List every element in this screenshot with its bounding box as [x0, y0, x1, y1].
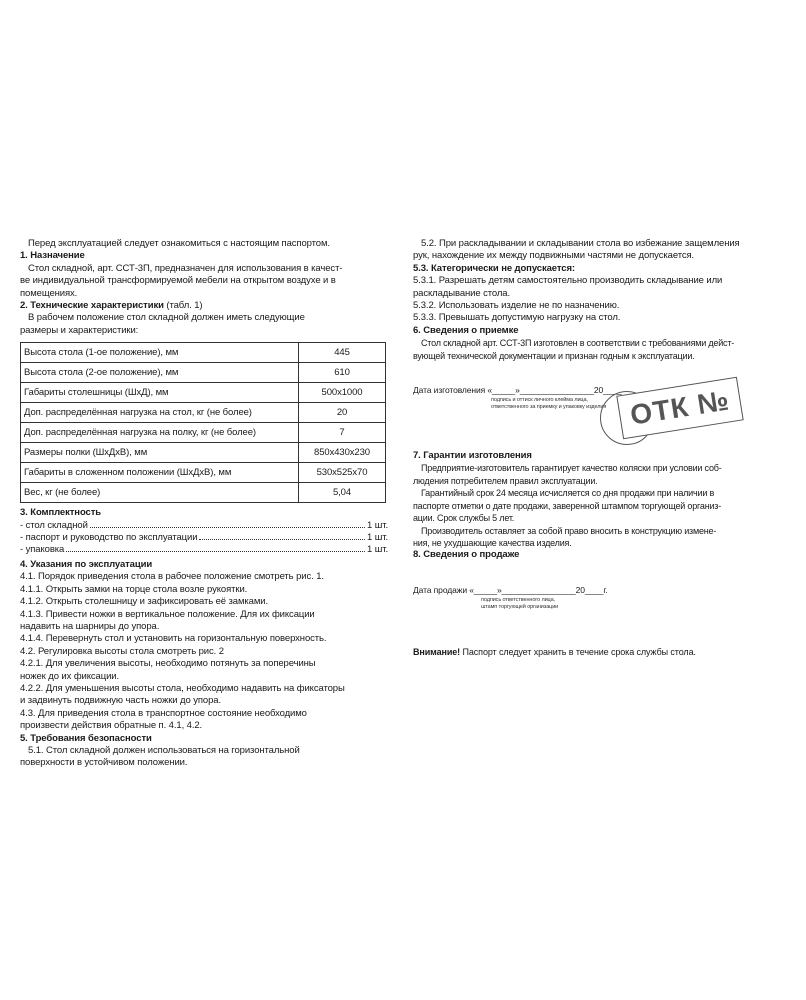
section-5-cont-line: рук, нахождение их между подвижными частями не допускается. — [413, 250, 695, 262]
table-row — [21, 403, 386, 423]
spec-value: 445 — [299, 343, 386, 363]
signature-caption: подпись ответственного лица, — [481, 597, 555, 604]
section-5-3-line: 5.3.2. Использовать изделие не по назначению. — [413, 300, 620, 312]
left-column — [20, 238, 388, 770]
storage-note — [413, 646, 775, 658]
table-row — [21, 383, 386, 403]
sale-date-field: Дата продажи «_____»________________20____г. — [413, 584, 608, 595]
kit-item-qty: 1 шт. — [367, 532, 388, 544]
section-4-line: 4.1.2. Открыть столешницу и зафиксировать её замками. — [20, 596, 269, 608]
spec-label: Доп. распределённая нагрузка на полку, кг (не более) — [21, 423, 299, 443]
spec-label: Доп. распределённая нагрузка на стол, кг (не более) — [21, 403, 299, 423]
section-4-line: 4.1.3. Привести ножки в вертикальное положение. Для их фиксации — [20, 608, 315, 620]
kit-item-label: - паспорт и руководство по эксплуатации — [20, 532, 198, 544]
table-row — [21, 483, 386, 503]
spec-label: Габариты столешницы (ШхД), мм — [21, 383, 299, 403]
section-8-title: 8. Сведения о продаже — [413, 549, 520, 561]
section-5-line: 5.1. Стол складной должен использоваться на горизонтальной — [28, 744, 300, 756]
signature-caption: штамп торгующей организации — [481, 603, 559, 610]
section-1-title: 1. Назначение — [20, 250, 85, 262]
section-1-line: ве индивидуальной трансформируемой мебели на открытом воздухе и в — [20, 275, 336, 287]
dotted-leader — [199, 539, 365, 540]
table-row — [21, 443, 386, 463]
kit-item — [20, 520, 388, 532]
sale-signature-block — [413, 584, 775, 610]
spec-value: 7 — [299, 423, 386, 443]
section-7-line: Предприятие-изготовитель гарантирует качество коляски при условии соб- — [421, 463, 722, 474]
spec-value: 20 — [299, 403, 386, 423]
spec-value: 500х1000 — [299, 383, 386, 403]
table-row — [21, 463, 386, 483]
spec-label: Вес, кг (не более) — [21, 483, 299, 503]
section-4-line: произвести действия обратные п. 4.1, 4.2. — [20, 720, 203, 732]
attention-text: Паспорт следует хранить в течение срока службы стола. — [460, 647, 696, 658]
kit-item — [20, 544, 388, 556]
section-4-line: надавить на шарниры до упора. — [20, 620, 160, 632]
spec-table — [20, 342, 386, 503]
section-5-cont-line: 5.2. При раскладывании и складывании стола во избежание защемления — [421, 238, 740, 249]
section-7-line: людения потребителем правил эксплуатации. — [413, 475, 598, 486]
right-column — [413, 238, 775, 659]
section-5-3-title: 5.3. Категорически не допускается: — [413, 262, 575, 274]
section-5-line: поверхности в устойчивом положении. — [20, 757, 188, 769]
section-4-line: и задвинуть подвижную часть ножки до упора. — [20, 695, 222, 707]
section-7-line: паспорте отметки о дате продажи, заверенной штампом торгующей организ- — [413, 500, 722, 511]
kit-item-qty: 1 шт. — [367, 544, 388, 556]
kit-item-label: - стол складной — [20, 519, 88, 531]
spec-value: 850х430х230 — [299, 443, 386, 463]
section-5-title: 5. Требования безопасности — [20, 732, 152, 744]
section-2-heading — [20, 300, 388, 312]
section-2-title: 2. Технические характеристики — [20, 300, 164, 312]
signature-caption: ответственного за приемку и упаковку изделия — [491, 403, 607, 410]
section-4-line: 4.2.1. Для увеличения высоты, необходимо потянуть за поперечины — [20, 658, 316, 670]
otk-stamp: ОТК № — [616, 377, 743, 440]
dotted-leader — [66, 551, 365, 552]
section-6-line: Стол складной арт. ССТ-3П изготовлен в соответствии с требованиями дейст- — [421, 338, 735, 349]
section-6-title: 6. Сведения о приемке — [413, 324, 519, 336]
section-2-line: размеры и характеристики: — [20, 324, 139, 336]
section-7-line: Производитель оставляет за собой право вносить в конструкцию измене- — [421, 525, 717, 536]
section-2-line: В рабочем положение стол складной должен иметь следующие — [28, 312, 305, 324]
kit-item — [20, 532, 388, 544]
section-5-3-line: 5.3.1. Разрешать детям самостоятельно производить складывание или — [413, 275, 723, 287]
section-5-3-line: раскладывание стола. — [413, 287, 511, 299]
section-5-3-line: 5.3.3. Превышать допустимую нагрузку на стол. — [413, 312, 621, 324]
section-7-line: ния, не ухудшающие качества изделия. — [413, 537, 572, 548]
spec-label: Размеры полки (ШхДхВ), мм — [21, 443, 299, 463]
section-7-line: ации. Срок службы 5 лет. — [413, 513, 515, 524]
section-2-title-suffix: (табл. 1) — [166, 300, 203, 312]
kit-item-label: - упаковка — [20, 544, 65, 556]
spec-label: Высота стола (1-ое положение), мм — [21, 343, 299, 363]
dotted-leader — [90, 527, 365, 528]
intro-text: Перед эксплуатацией следует ознакомиться с настоящим паспортом. — [28, 238, 330, 249]
spec-value: 610 — [299, 363, 386, 383]
spec-value: 530х525х70 — [299, 463, 386, 483]
section-4-line: 4.3. Для приведения стола в транспортное состояние необходимо — [20, 707, 307, 719]
table-row — [21, 423, 386, 443]
section-3-title: 3. Комплектность — [20, 507, 101, 519]
spec-label: Высота стола (2-ое положение), мм — [21, 363, 299, 383]
table-row — [21, 343, 386, 363]
section-7-title: 7. Гарантии изготовления — [413, 450, 532, 462]
section-1-line: Стол складной, арт. ССТ-3П, предназначен для использования в качест- — [28, 262, 343, 274]
kit-item-qty: 1 шт. — [367, 519, 388, 531]
table-row — [21, 363, 386, 383]
signature-caption: подпись и оттиск личного клейма лица, — [491, 397, 588, 404]
spec-value: 5,04 — [299, 483, 386, 503]
attention-label: Внимание! — [413, 647, 461, 658]
section-6-line: вующей технической документации и признан годным к эксплуатации. — [413, 350, 695, 361]
spec-label: Габариты в сложенном положении (ШхДхВ), мм — [21, 463, 299, 483]
section-4-line: 4.1.1. Открыть замки на торце стола возле рукоятки. — [20, 583, 248, 595]
section-4-line: 4.2.2. Для уменьшения высоты стола, необходимо надавить на фиксаторы — [20, 682, 345, 694]
section-4-line: 4.1. Порядок приведения стола в рабочее положение смотреть рис. 1. — [20, 571, 324, 583]
section-4-title: 4. Указания по эксплуатации — [20, 558, 153, 570]
section-1-line: помещениях. — [20, 287, 78, 299]
section-7-line: Гарантийный срок 24 месяца исчисляется со дня продажи при наличии в — [421, 488, 715, 499]
section-4-line: 4.1.4. Перевернуть стол и установить на горизонтальную поверхность. — [20, 633, 327, 645]
section-4-line: ножек до их фиксации. — [20, 670, 120, 682]
section-4-line: 4.2. Регулировка высоты стола смотреть рис. 2 — [20, 645, 224, 657]
manufacture-date-field: Дата изготовления «_____»________________20____ — [413, 385, 622, 396]
